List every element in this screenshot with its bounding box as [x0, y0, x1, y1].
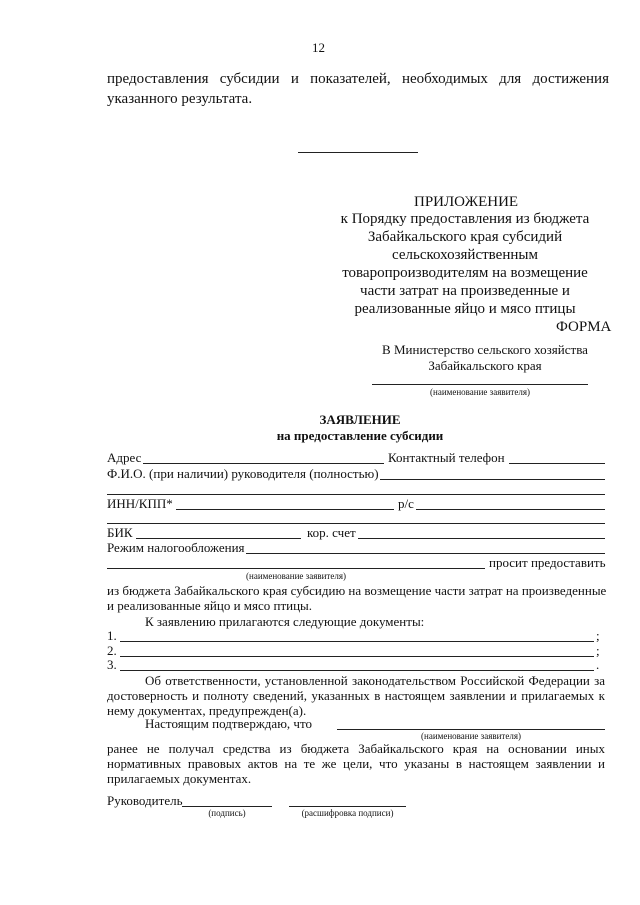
confirm-line: [337, 729, 605, 730]
confirmation-line-2: нормативных правовых актов на те же цели, что указаны в настоящем заявлении и: [107, 756, 605, 771]
bik-line: [136, 538, 301, 539]
appendix-line-2: Забайкальского края субсидий: [367, 229, 563, 245]
confirm-caption: (наименование заявителя): [421, 731, 521, 741]
addressee-line-2: Забайкальского края: [428, 358, 542, 373]
inn-line: [176, 509, 394, 510]
inn-line-2: [107, 523, 605, 524]
address-line: [143, 463, 384, 464]
tax-line: [246, 553, 605, 554]
rs-label: р/с: [398, 496, 414, 511]
appendix-title: ПРИЛОЖЕНИЕ: [414, 194, 519, 210]
confirmation-line-3: прилагаемых документах.: [107, 771, 252, 786]
statement-subtitle: на предоставление субсидии: [276, 428, 444, 443]
confirm-label: Настоящим подтверждаю, что: [145, 716, 312, 731]
separator-line: [298, 152, 418, 153]
head-label: Руководитель: [107, 793, 183, 808]
bik-label: БИК: [107, 525, 133, 540]
signature-decode-caption: (расшифровка подписи): [301, 808, 394, 818]
applicant-caption: (наименование заявителя): [430, 387, 530, 397]
intro-line-2: указанного результата.: [107, 91, 253, 107]
signature-caption: (подпись): [208, 808, 246, 818]
subsidy-text-line-2: и реализованные яйцо и мясо птицы.: [107, 598, 313, 613]
intro-line-1: предоставления субсидии и показателей, необходимых для достижения: [107, 71, 609, 87]
appendix-line-3: сельскохозяйственным: [392, 247, 538, 263]
signature-line: [182, 806, 272, 807]
fio-line: [380, 479, 605, 480]
applicant-request-caption: (наименование заявителя): [246, 571, 346, 581]
responsibility-line-1: Об ответственности, установленной законодательством Российской Федерации за: [145, 673, 605, 688]
inn-label: ИНН/КПП*: [107, 496, 173, 511]
tax-label: Режим налогообложения: [107, 540, 245, 555]
doc-item-3-number: 3.: [107, 657, 117, 672]
request-label: просит предоставить: [489, 555, 606, 570]
appendix-line-1: к Порядку предоставления из бюджета: [340, 211, 590, 227]
appendix-line-5: части затрат на произведенные и: [360, 283, 570, 299]
doc-item-3-end: .: [596, 657, 600, 672]
docs-intro: К заявлению прилагаются следующие документы:: [145, 614, 425, 629]
phone-line: [509, 463, 605, 464]
appendix-line-4: товаропроизводителям на возмещение: [342, 265, 588, 281]
corr-label: кор. счет: [307, 525, 356, 540]
doc-item-2-line: [120, 656, 594, 657]
responsibility-line-2: достоверность и полноту сведений, указанных в настоящем заявлении и прилагаемых к: [107, 688, 605, 703]
corr-line: [358, 538, 605, 539]
rs-line: [416, 509, 605, 510]
applicant-request-line: [107, 568, 485, 569]
doc-item-2-end: ;: [596, 643, 600, 658]
doc-item-1-number: 1.: [107, 628, 117, 643]
responsibility-line-3: нему документах, предупрежден(а).: [107, 703, 307, 718]
phone-label: Контактный телефон: [388, 450, 505, 465]
fio-line-2: [107, 494, 605, 495]
form-label: ФОРМА: [556, 319, 612, 335]
confirmation-line-1: ранее не получал средства из бюджета Забайкальского края на основании иных: [107, 741, 605, 756]
fio-label: Ф.И.О. (при наличии) руководителя (полностью): [107, 466, 379, 481]
doc-item-3-line: [120, 670, 594, 671]
address-label: Адрес: [107, 450, 142, 465]
page-number: 12: [312, 40, 325, 55]
subsidy-text-line-1: из бюджета Забайкальского края субсидию на возмещение части затрат на произведенные: [107, 583, 607, 598]
statement-title: ЗАЯВЛЕНИЕ: [319, 412, 401, 427]
applicant-name-line: [372, 384, 588, 385]
addressee-line-1: В Министерство сельского хозяйства: [382, 342, 588, 357]
doc-item-1-end: ;: [596, 628, 600, 643]
doc-item-1-line: [120, 641, 594, 642]
signature-decode-line: [289, 806, 406, 807]
appendix-line-6: реализованные яйцо и мясо птицы: [354, 301, 576, 317]
doc-item-2-number: 2.: [107, 643, 117, 658]
